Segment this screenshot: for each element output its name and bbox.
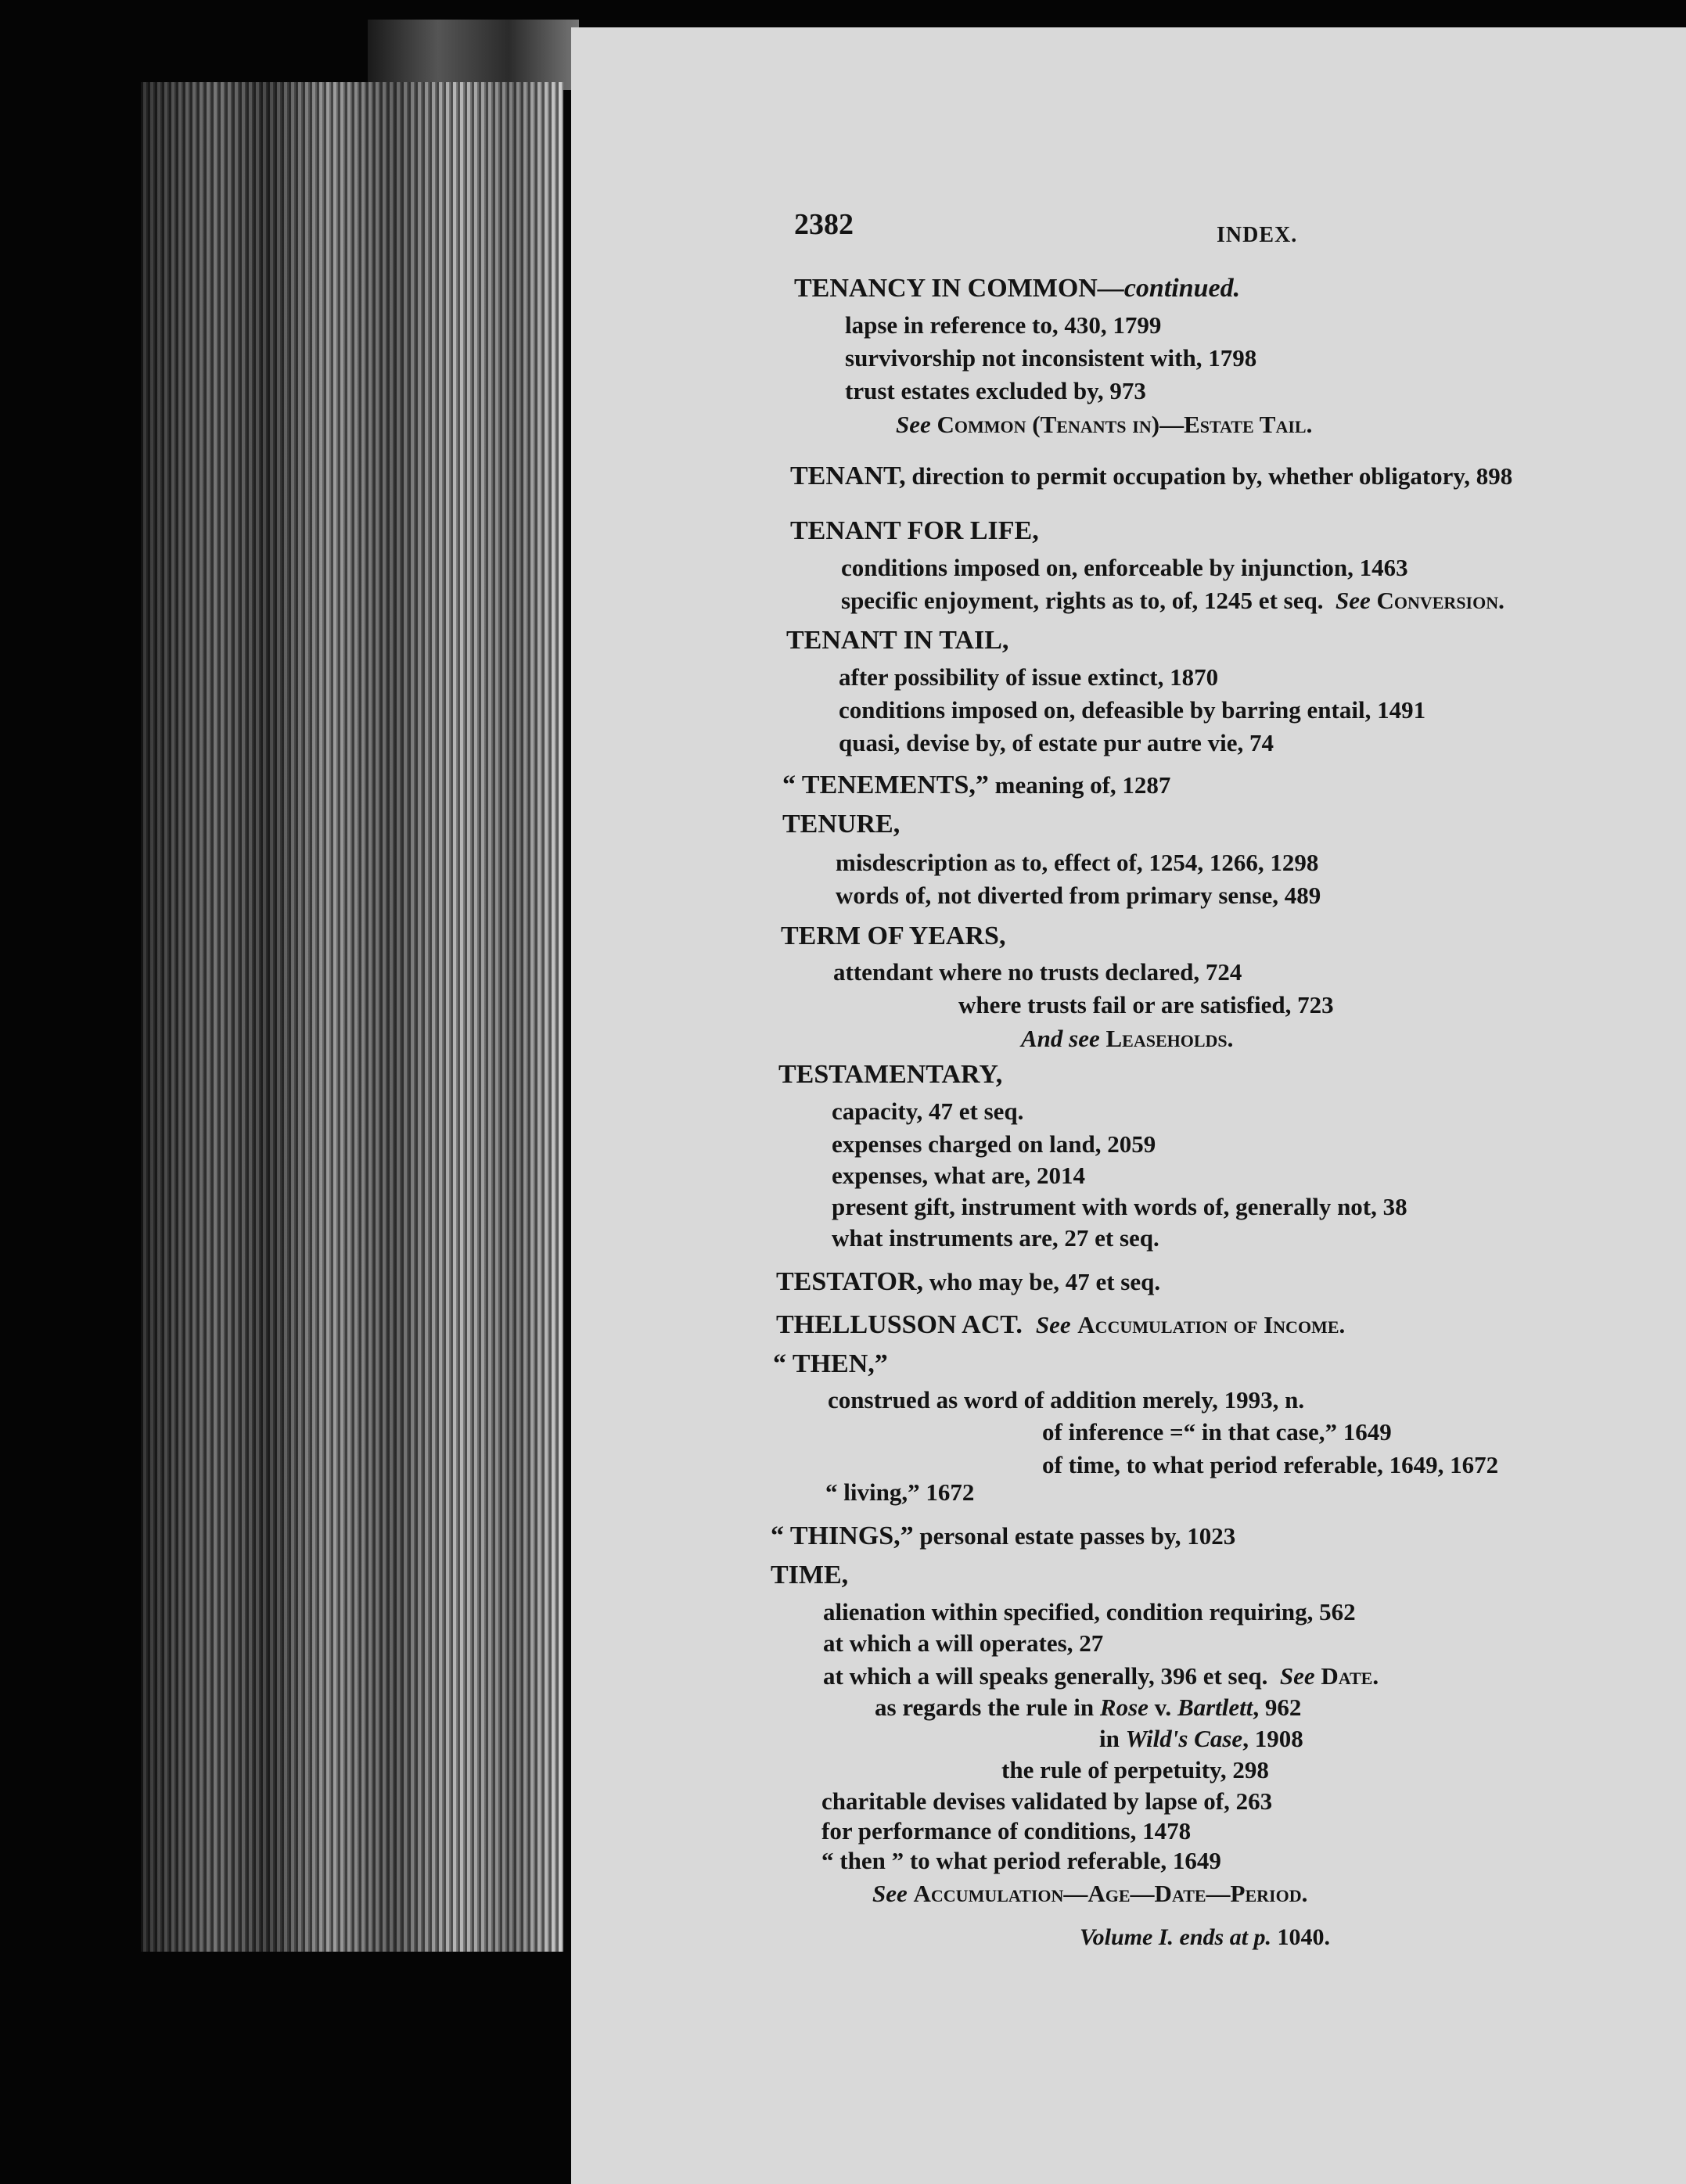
index-subentry: capacity, 47 et seq. xyxy=(832,1097,1024,1125)
index-heading-tenant-in-tail: TENANT IN TAIL, xyxy=(786,626,1009,655)
index-subentry: misdescription as to, effect of, 1254, 1266, 1298 xyxy=(836,849,1319,876)
index-subentry: construed as word of addition merely, 1993, n. xyxy=(828,1386,1305,1413)
index-heading-tenure: TENURE, xyxy=(782,810,901,839)
index-subentry: “ living,” 1672 xyxy=(825,1478,975,1506)
index-heading-tenant: TENANT, direction to permit occupation by, whether obligatory, 898 xyxy=(790,462,1513,490)
index-heading-time: TIME, xyxy=(771,1561,849,1590)
index-page xyxy=(571,27,1686,2184)
book-edge-top xyxy=(368,20,579,90)
index-subentry: what instruments are, 27 et seq. xyxy=(832,1224,1159,1252)
index-subentry: conditions imposed on, defeasible by barring entail, 1491 xyxy=(839,696,1426,724)
index-heading-thellusson-act: THELLUSSON ACT. See Accumulation of Income. xyxy=(776,1310,1346,1339)
index-heading-tenements: “ TENEMENTS,” meaning of, 1287 xyxy=(782,771,1171,799)
index-heading-tenancy-in-common: TENANCY IN COMMON—continued. xyxy=(794,274,1241,303)
index-subentry: charitable devises validated by lapse of, 263 xyxy=(821,1787,1273,1815)
index-subentry: survivorship not inconsistent with, 1798 xyxy=(845,344,1257,372)
index-subentry: present gift, instrument with words of, generally not, 38 xyxy=(832,1193,1407,1220)
index-heading-things: “ THINGS,” personal estate passes by, 1023 xyxy=(771,1521,1236,1550)
index-subentry: words of, not diverted from primary sense, 489 xyxy=(836,882,1321,909)
cross-reference: See Accumulation—Age—Date—Period. xyxy=(872,1880,1308,1907)
index-subentry: quasi, devise by, of estate pur autre vie, 74 xyxy=(839,729,1274,756)
index-subentry: at which a will operates, 27 xyxy=(823,1629,1104,1657)
index-subentry: of inference =“ in that case,” 1649 xyxy=(1042,1418,1392,1446)
running-head: INDEX. xyxy=(1217,223,1298,247)
index-subentry: after possibility of issue extinct, 1870 xyxy=(839,663,1219,691)
index-heading-testator: TESTATOR, who may be, 47 et seq. xyxy=(776,1267,1161,1296)
book-page-edges xyxy=(141,82,563,1952)
index-subentry: expenses charged on land, 2059 xyxy=(832,1130,1156,1158)
index-subentry: at which a will speaks generally, 396 et seq. See Date. xyxy=(823,1662,1379,1690)
cross-reference: And see Leaseholds. xyxy=(1021,1025,1234,1052)
index-subentry: alienation within specified, condition requiring, 562 xyxy=(823,1598,1356,1625)
index-heading-then: “ THEN,” xyxy=(773,1349,888,1378)
index-subentry: the rule of perpetuity, 298 xyxy=(1001,1756,1269,1783)
index-subentry: attendant where no trusts declared, 724 xyxy=(833,958,1242,986)
index-heading-term-of-years: TERM OF YEARS, xyxy=(781,921,1006,950)
index-subentry: as regards the rule in Rose v. Bartlett, 962 xyxy=(875,1694,1302,1721)
index-heading-tenant-for-life: TENANT FOR LIFE, xyxy=(790,516,1039,545)
index-subentry: “ then ” to what period referable, 1649 xyxy=(821,1847,1221,1874)
volume-note: Volume I. ends at p. 1040. xyxy=(1080,1924,1331,1950)
index-subentry: for performance of conditions, 1478 xyxy=(821,1817,1192,1845)
index-subentry: conditions imposed on, enforceable by injunction, 1463 xyxy=(841,554,1408,581)
cross-reference: See Common (Tenants in)—Estate Tail. xyxy=(896,411,1313,438)
index-subentry: of time, to what period referable, 1649, 1672 xyxy=(1042,1451,1499,1478)
page-number: 2382 xyxy=(794,208,854,241)
index-subentry: where trusts fail or are satisfied, 723 xyxy=(958,991,1334,1018)
index-subentry: lapse in reference to, 430, 1799 xyxy=(845,311,1162,339)
index-subentry: in Wild's Case, 1908 xyxy=(1099,1725,1303,1752)
index-subentry: expenses, what are, 2014 xyxy=(832,1162,1086,1189)
index-subentry: specific enjoyment, rights as to, of, 1245 et seq. See Conversion. xyxy=(841,587,1504,614)
index-subentry: trust estates excluded by, 973 xyxy=(845,377,1146,404)
index-heading-testamentary: TESTAMENTARY, xyxy=(778,1060,1003,1089)
